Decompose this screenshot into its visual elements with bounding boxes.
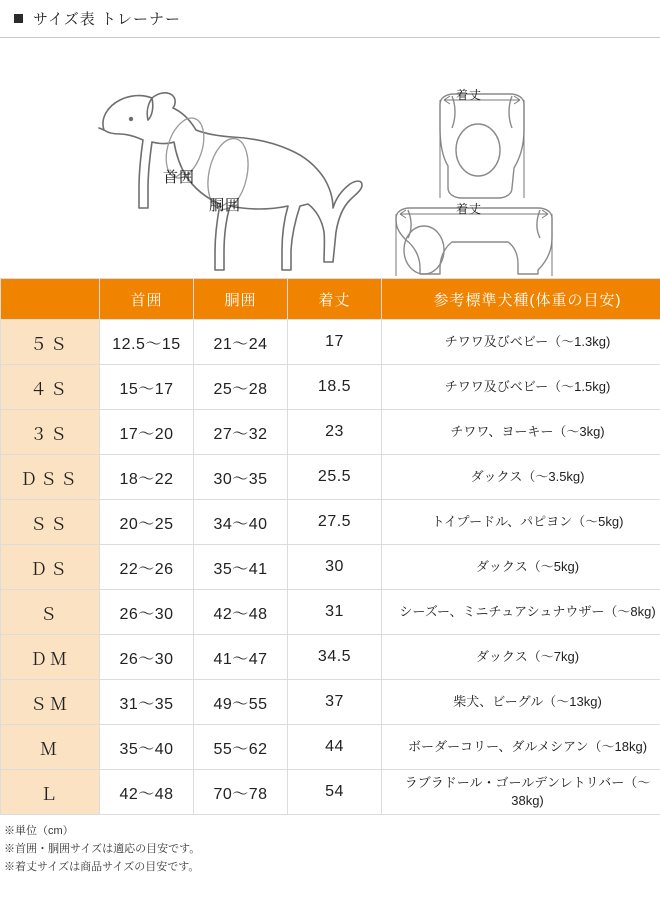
table-row bbox=[1, 545, 660, 590]
cell-length: 18.5 bbox=[288, 365, 382, 410]
cell-size-name: ＤＳ bbox=[1, 545, 100, 590]
note-line: ※単位（cm） bbox=[4, 825, 74, 837]
table-row bbox=[1, 770, 660, 815]
cell-length: 27.5 bbox=[288, 500, 382, 545]
dog-and-garment-diagram bbox=[0, 38, 660, 278]
cell-breed: チワワ、ヨーキー（〜3kg) bbox=[382, 410, 660, 455]
table-row bbox=[1, 680, 660, 725]
table-row bbox=[1, 320, 660, 365]
cell-chest: 55〜62 bbox=[194, 725, 288, 770]
page-title: サイズ表 トレーナー bbox=[33, 11, 181, 28]
cell-length: 25.5 bbox=[288, 455, 382, 500]
cell-neck: 20〜25 bbox=[100, 500, 194, 545]
cell-breed: チワワ及びベビー（〜1.5kg) bbox=[382, 365, 660, 410]
cell-length: 37 bbox=[288, 680, 382, 725]
cell-chest: 34〜40 bbox=[194, 500, 288, 545]
column-header-neck: 首囲 bbox=[100, 279, 194, 320]
column-header-breed: 参考標準犬種(体重の目安) bbox=[382, 279, 660, 320]
cell-size-name: Ｌ bbox=[1, 770, 100, 815]
cell-breed: ラブラドール・ゴールデンレトリバー（〜38kg) bbox=[382, 770, 660, 815]
cell-neck: 26〜30 bbox=[100, 590, 194, 635]
cell-size-name: Ｓ bbox=[1, 590, 100, 635]
column-header-length: 着丈 bbox=[288, 279, 382, 320]
size-table bbox=[0, 278, 660, 815]
table-head bbox=[1, 279, 660, 320]
cell-size-name: ４Ｓ bbox=[1, 365, 100, 410]
cell-length: 23 bbox=[288, 410, 382, 455]
label-length-top: 着丈 bbox=[456, 88, 483, 102]
cell-size-name: ＤＭ bbox=[1, 635, 100, 680]
cell-size-name: ＤＳＳ bbox=[1, 455, 100, 500]
cell-neck: 18〜22 bbox=[100, 455, 194, 500]
cell-length: 44 bbox=[288, 725, 382, 770]
cell-length: 34.5 bbox=[288, 635, 382, 680]
note-line: ※首囲・胴囲サイズは適応の目安です。 bbox=[4, 843, 201, 856]
cell-neck: 15〜17 bbox=[100, 365, 194, 410]
column-header-size bbox=[1, 279, 100, 320]
cell-breed: ダックス（〜7kg) bbox=[382, 635, 660, 680]
cell-breed: ダックス（〜5kg) bbox=[382, 545, 660, 590]
cell-length: 54 bbox=[288, 770, 382, 815]
cell-breed: トイプードル、パピヨン（〜5kg) bbox=[382, 500, 660, 545]
notes-area bbox=[0, 815, 660, 876]
cell-neck: 17〜20 bbox=[100, 410, 194, 455]
table-row bbox=[1, 455, 660, 500]
cell-chest: 42〜48 bbox=[194, 590, 288, 635]
column-header-chest: 胴囲 bbox=[194, 279, 288, 320]
label-length-bottom: 着丈 bbox=[456, 202, 483, 216]
cell-length: 31 bbox=[288, 590, 382, 635]
table-row bbox=[1, 725, 660, 770]
note-line: ※着丈サイズは商品サイズの目安です。 bbox=[4, 861, 200, 874]
table-row bbox=[1, 365, 660, 410]
label-chest: 胴囲 bbox=[209, 197, 242, 214]
cell-neck: 31〜35 bbox=[100, 680, 194, 725]
cell-chest: 25〜28 bbox=[194, 365, 288, 410]
illustration-area bbox=[0, 38, 660, 278]
cell-breed: シーズー、ミニチュアシュナウザー（〜8kg) bbox=[382, 590, 660, 635]
cell-length: 17 bbox=[288, 320, 382, 365]
page-header bbox=[0, 0, 660, 38]
label-neck: 首囲 bbox=[163, 169, 196, 186]
cell-size-name: ５Ｓ bbox=[1, 320, 100, 365]
cell-size-name: ＳＳ bbox=[1, 500, 100, 545]
cell-neck: 35〜40 bbox=[100, 725, 194, 770]
cell-neck: 12.5〜15 bbox=[100, 320, 194, 365]
cell-chest: 27〜32 bbox=[194, 410, 288, 455]
cell-chest: 70〜78 bbox=[194, 770, 288, 815]
table-row bbox=[1, 410, 660, 455]
cell-neck: 26〜30 bbox=[100, 635, 194, 680]
table-row bbox=[1, 500, 660, 545]
table-body bbox=[1, 320, 660, 815]
square-bullet-icon bbox=[14, 14, 23, 23]
cell-chest: 30〜35 bbox=[194, 455, 288, 500]
cell-breed: ダックス（〜3.5kg) bbox=[382, 455, 660, 500]
cell-size-name: Ｍ bbox=[1, 725, 100, 770]
cell-length: 30 bbox=[288, 545, 382, 590]
cell-breed: 柴犬、ビーグル（〜13kg) bbox=[382, 680, 660, 725]
cell-chest: 21〜24 bbox=[194, 320, 288, 365]
cell-chest: 35〜41 bbox=[194, 545, 288, 590]
cell-chest: 49〜55 bbox=[194, 680, 288, 725]
cell-neck: 22〜26 bbox=[100, 545, 194, 590]
cell-size-name: ＳＭ bbox=[1, 680, 100, 725]
cell-breed: チワワ及びベビー（〜1.3kg) bbox=[382, 320, 660, 365]
table-row bbox=[1, 590, 660, 635]
table-header-row bbox=[1, 279, 660, 320]
cell-chest: 41〜47 bbox=[194, 635, 288, 680]
table-row bbox=[1, 635, 660, 680]
cell-breed: ボーダーコリー、ダルメシアン（〜18kg) bbox=[382, 725, 660, 770]
cell-size-name: ３Ｓ bbox=[1, 410, 100, 455]
cell-neck: 42〜48 bbox=[100, 770, 194, 815]
